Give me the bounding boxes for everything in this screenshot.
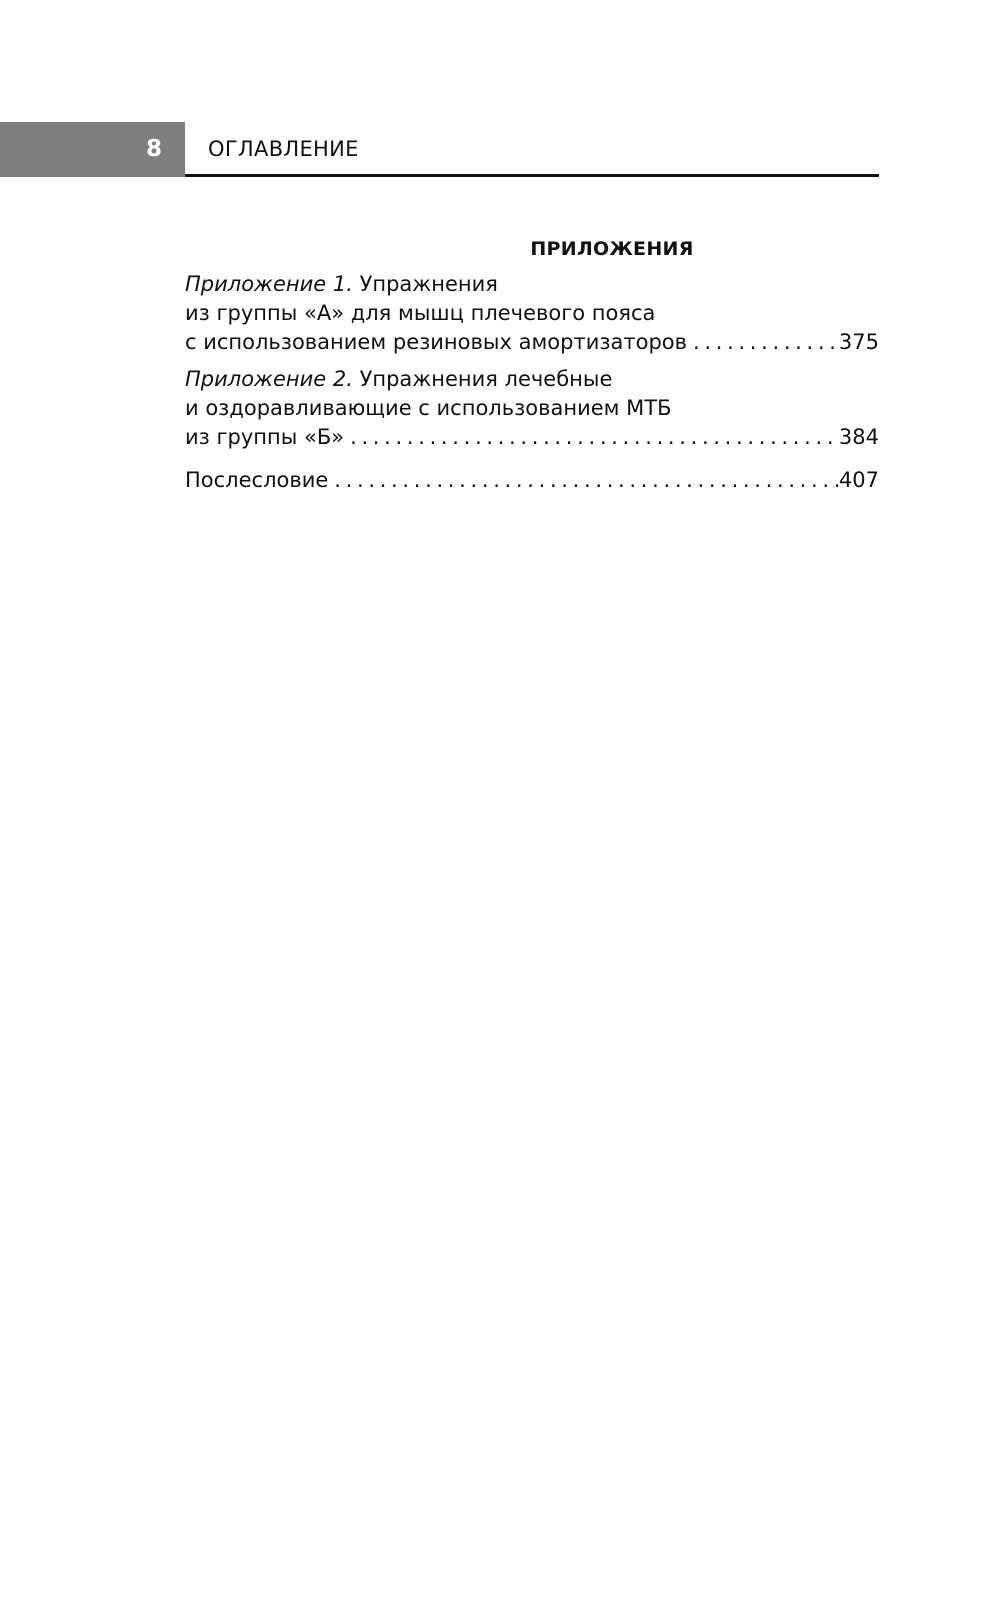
toc-entry-leader-line [185,328,879,357]
section-heading: ПРИЛОЖЕНИЯ [530,238,694,260]
appendix-label: Приложение 2. [185,367,353,391]
toc-entry-leader-line [185,423,879,452]
toc-page-number: 407 [838,468,879,492]
appendix-label: Приложение 1. [185,272,353,296]
toc-entry-text: Упражнения [352,272,498,296]
table-of-contents [185,228,879,503]
toc-entry-leader-line [185,466,879,495]
toc-entry-title-line [185,365,879,394]
toc-entry-title-line [185,270,879,299]
dot-leader [344,423,839,452]
toc-entry-text: с использованием резиновых амортизаторов [185,330,688,354]
running-title: ОГЛАВЛЕНИЕ [208,137,359,161]
toc-entry-afterword[interactable] [185,466,879,495]
page-number: 8 [145,136,162,162]
header-rule [185,174,879,177]
toc-entry-appendix-2[interactable] [185,365,879,452]
toc-entry-text: Упражнения лечебные [352,367,613,391]
toc-entry-text: Послесловие [185,468,329,492]
dot-leader [687,328,839,357]
toc-entry-text: и оздоравливающие с использованием МТБ [185,396,672,420]
toc-page-number: 375 [838,330,879,354]
page-number-tab [0,122,185,177]
toc-entry-text: из группы «Б» [185,425,345,449]
dot-leader [328,466,839,495]
toc-entry-text: из группы «А» для мышц плечевого пояса [185,301,656,325]
toc-entry-appendix-1[interactable] [185,270,879,357]
toc-page-number: 384 [838,425,879,449]
